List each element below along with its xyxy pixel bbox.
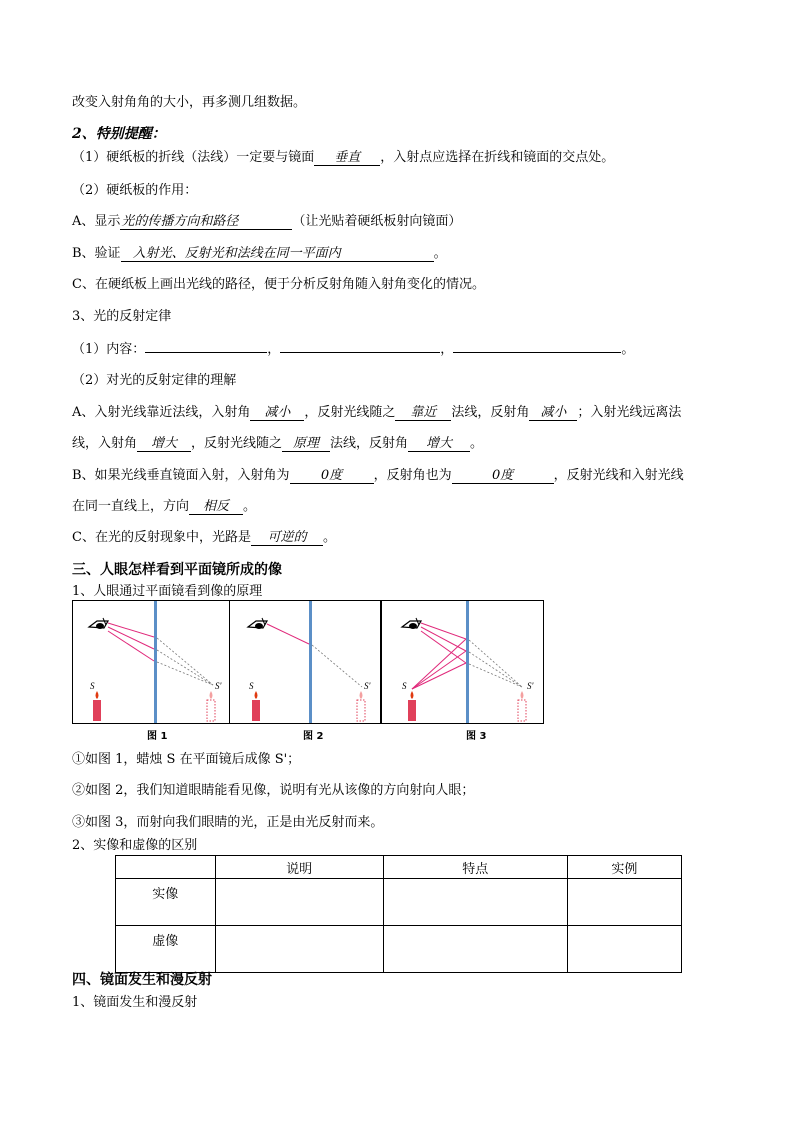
mirror-figure-row xyxy=(72,600,544,724)
blank-content-1 xyxy=(145,352,267,353)
table-cell[interactable] xyxy=(215,879,383,926)
blank-content-2 xyxy=(280,352,440,353)
principle-point-1: ①如图 1，蜡烛 S 在平面镜后成像 S'； xyxy=(72,752,301,767)
reminder-2-line: （2）硬纸板的作用： xyxy=(72,183,198,198)
candle-icon xyxy=(93,691,101,721)
understanding-a-line-2: 线，入射角 增大 ，反射光线随之 原理 法线，反射角 增大 。 xyxy=(72,436,484,451)
eye-icon xyxy=(402,618,421,629)
figure-1-diagram xyxy=(73,601,229,723)
svg-text:S': S' xyxy=(364,681,371,691)
table-header-cell xyxy=(116,856,216,879)
candle-image-icon xyxy=(207,691,215,721)
svg-text:S': S' xyxy=(215,681,222,691)
figure-3-panel xyxy=(381,600,544,724)
candle-icon xyxy=(252,691,260,721)
section-3-sub-1: 1、人眼通过平面镜看到像的原理 xyxy=(72,584,263,599)
figure-2-panel xyxy=(229,600,381,724)
understanding-b-line-2: 在同一直线上，方向 相反 。 xyxy=(72,499,257,514)
law-content-line: （1）内容： ， ， 。 xyxy=(72,342,635,357)
role-c-line: C、在硬纸板上画出光线的路径，便于分析反射角随入射角变化的情况。 xyxy=(72,277,485,292)
section-4-title: 四、镜面发生和漫反射 xyxy=(72,972,212,988)
principle-point-2: ②如图 2，我们知道眼睛能看见像，说明有光从该像的方向射向人眼； xyxy=(72,783,475,798)
figure-1-caption: 图 1 xyxy=(147,731,168,742)
table-row xyxy=(116,926,682,973)
reflection-law-heading: 3、光的反射定律 xyxy=(72,309,172,324)
candle-icon xyxy=(408,691,416,721)
svg-text:S: S xyxy=(402,681,407,691)
table-header-cell: 说明 xyxy=(215,856,383,879)
table-cell[interactable] xyxy=(567,879,681,926)
table-cell[interactable] xyxy=(215,926,383,973)
table-cell[interactable] xyxy=(567,926,681,973)
role-a-line: A、显示光的传播方向和路径 （让光贴着硬纸板射向镜面） xyxy=(72,214,462,229)
heading-special-reminder: 2、特别提醒： xyxy=(72,126,166,142)
candle-image-icon xyxy=(518,691,526,721)
blank-show: 光的传播方向和路径 xyxy=(120,215,292,230)
section-3-sub-2: 2、实像和虚像的区别 xyxy=(72,838,198,853)
blank-content-3 xyxy=(453,352,621,353)
figure-3-diagram xyxy=(382,601,543,723)
candle-image-icon xyxy=(357,691,365,721)
understanding-a-line-1: A、入射光线靠近法线，入射角 减小 ，反射光线随之 靠近 法线，反射角 减小 ；入射光线远离法 xyxy=(72,405,682,420)
law-understanding-line: （2）对光的反射定律的理解 xyxy=(72,373,237,388)
table-cell[interactable] xyxy=(383,926,567,973)
blank-perpendicular: 垂直 xyxy=(314,151,380,166)
plane-mirror xyxy=(309,601,312,723)
understanding-b-line-1: B、如果光线垂直镜面入射，入射角为 0度 ，反射角也为 0度 ，反射光线和入射光线 xyxy=(72,468,684,483)
principle-point-3: ③如图 3，而射向我们眼睛的光，正是由光反射而来。 xyxy=(72,815,384,830)
figure-3-caption: 图 3 xyxy=(466,731,487,742)
table-header-cell: 实例 xyxy=(567,856,681,879)
intro-line: 改变入射角角的大小，再多测几组数据。 xyxy=(72,95,307,110)
svg-text:S': S' xyxy=(527,681,534,691)
reminder-1-line: （1）硬纸板的折线（法线）一定要与镜面 垂直 ，入射点应选择在折线和镜面的交点处。 xyxy=(72,150,615,165)
section-3-title: 三、人眼怎样看到平面镜所成的像 xyxy=(72,562,282,578)
table-row xyxy=(116,879,682,926)
figure-2-diagram xyxy=(230,601,380,723)
section-4-sub-1: 1、镜面发生和漫反射 xyxy=(72,995,198,1010)
figure-1-panel xyxy=(72,600,230,724)
understanding-c-line: C、在光的反射现象中，光路是 可逆的 。 xyxy=(72,530,336,545)
table-header-cell: 特点 xyxy=(383,856,567,879)
figure-2-caption: 图 2 xyxy=(303,731,324,742)
blank-verify: 入射光、反射光和法线在同一平面内 xyxy=(121,247,434,262)
table-row-label: 实像 xyxy=(116,879,216,926)
real-virtual-image-table xyxy=(115,855,682,973)
table-header-row xyxy=(116,856,682,879)
eye-icon xyxy=(248,618,267,629)
plane-mirror xyxy=(154,601,157,723)
svg-text:S: S xyxy=(90,681,95,691)
table-cell[interactable] xyxy=(383,879,567,926)
svg-text:S: S xyxy=(249,681,254,691)
plane-mirror xyxy=(466,601,469,723)
role-b-line: B、验证 入射光、反射光和法线在同一平面内 。 xyxy=(72,246,447,261)
eye-icon xyxy=(89,618,108,629)
table-row-label: 虚像 xyxy=(116,926,216,973)
